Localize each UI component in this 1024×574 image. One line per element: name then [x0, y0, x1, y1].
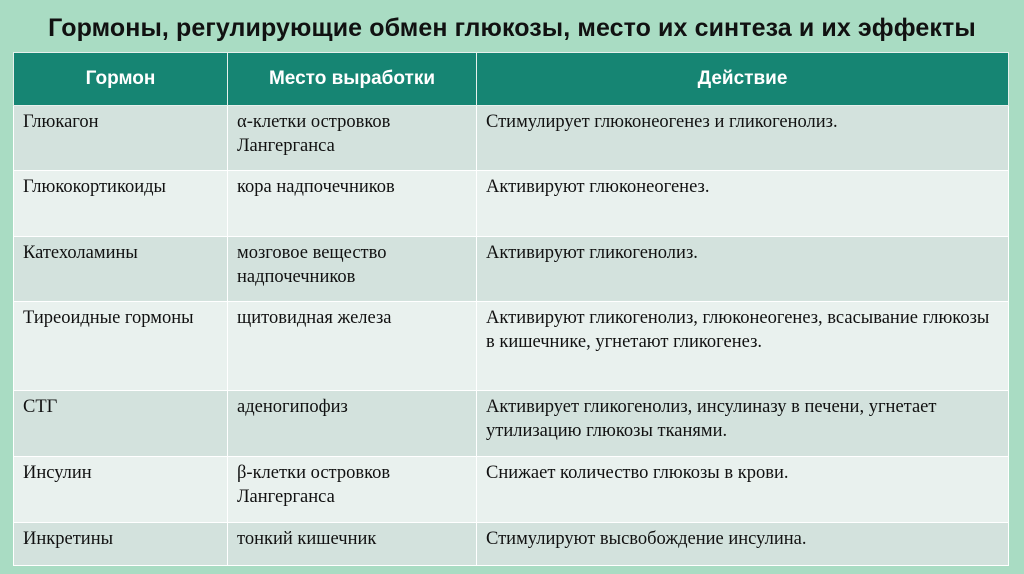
- site-cell: мозговое вещество надпочечников: [228, 237, 477, 302]
- table-row: [14, 391, 1009, 457]
- slide-title: Гормоны, регулирующие обмен глюкозы, место их синтеза и их эффекты: [48, 14, 976, 42]
- action-cell: Активируют глюконеогенез.: [477, 171, 1009, 237]
- hormone-cell: СТГ: [14, 391, 228, 457]
- action-cell: Снижает количество глюкозы в крови.: [477, 457, 1009, 523]
- hormone-cell: Тиреоидные гормоны: [14, 302, 228, 391]
- hormone-cell: Катехоламины: [14, 237, 228, 302]
- site-cell: аденогипофиз: [228, 391, 477, 457]
- action-cell: Активируют гликогенолиз.: [477, 237, 1009, 302]
- hormone-cell: Инсулин: [14, 457, 228, 523]
- site-cell: тонкий кишечник: [228, 523, 477, 566]
- action-cell: Стимулирует глюконеогенез и гликогенолиз.: [477, 106, 1009, 171]
- site-cell: α-клетки островков Лангерганса: [228, 106, 477, 171]
- header-action: Действие: [477, 53, 1009, 106]
- action-cell: Стимулируют высвобождение инсулина.: [477, 523, 1009, 566]
- table-row: [14, 237, 1009, 302]
- table-header-row: [14, 53, 1009, 106]
- table-row: [14, 106, 1009, 171]
- header-site: Место выработки: [228, 53, 477, 106]
- hormone-cell: Глюкокортикоиды: [14, 171, 228, 237]
- table-row: [14, 302, 1009, 391]
- site-cell: щитовидная железа: [228, 302, 477, 391]
- table-row: [14, 523, 1009, 566]
- hormones-table: [13, 52, 1009, 566]
- header-hormone: Гормон: [14, 53, 228, 106]
- table-row: [14, 457, 1009, 523]
- action-cell: Активирует гликогенолиз, инсулиназу в печени, угнетает утилизацию глюкозы тканями.: [477, 391, 1009, 457]
- action-cell: Активируют гликогенолиз, глюконеогенез, всасывание глюкозы в кишечнике, угнетают гликогенез.: [477, 302, 1009, 391]
- site-cell: β-клетки островков Лангерганса: [228, 457, 477, 523]
- site-cell: кора надпочечников: [228, 171, 477, 237]
- hormone-cell: Инкретины: [14, 523, 228, 566]
- hormone-cell: Глюкагон: [14, 106, 228, 171]
- table-row: [14, 171, 1009, 237]
